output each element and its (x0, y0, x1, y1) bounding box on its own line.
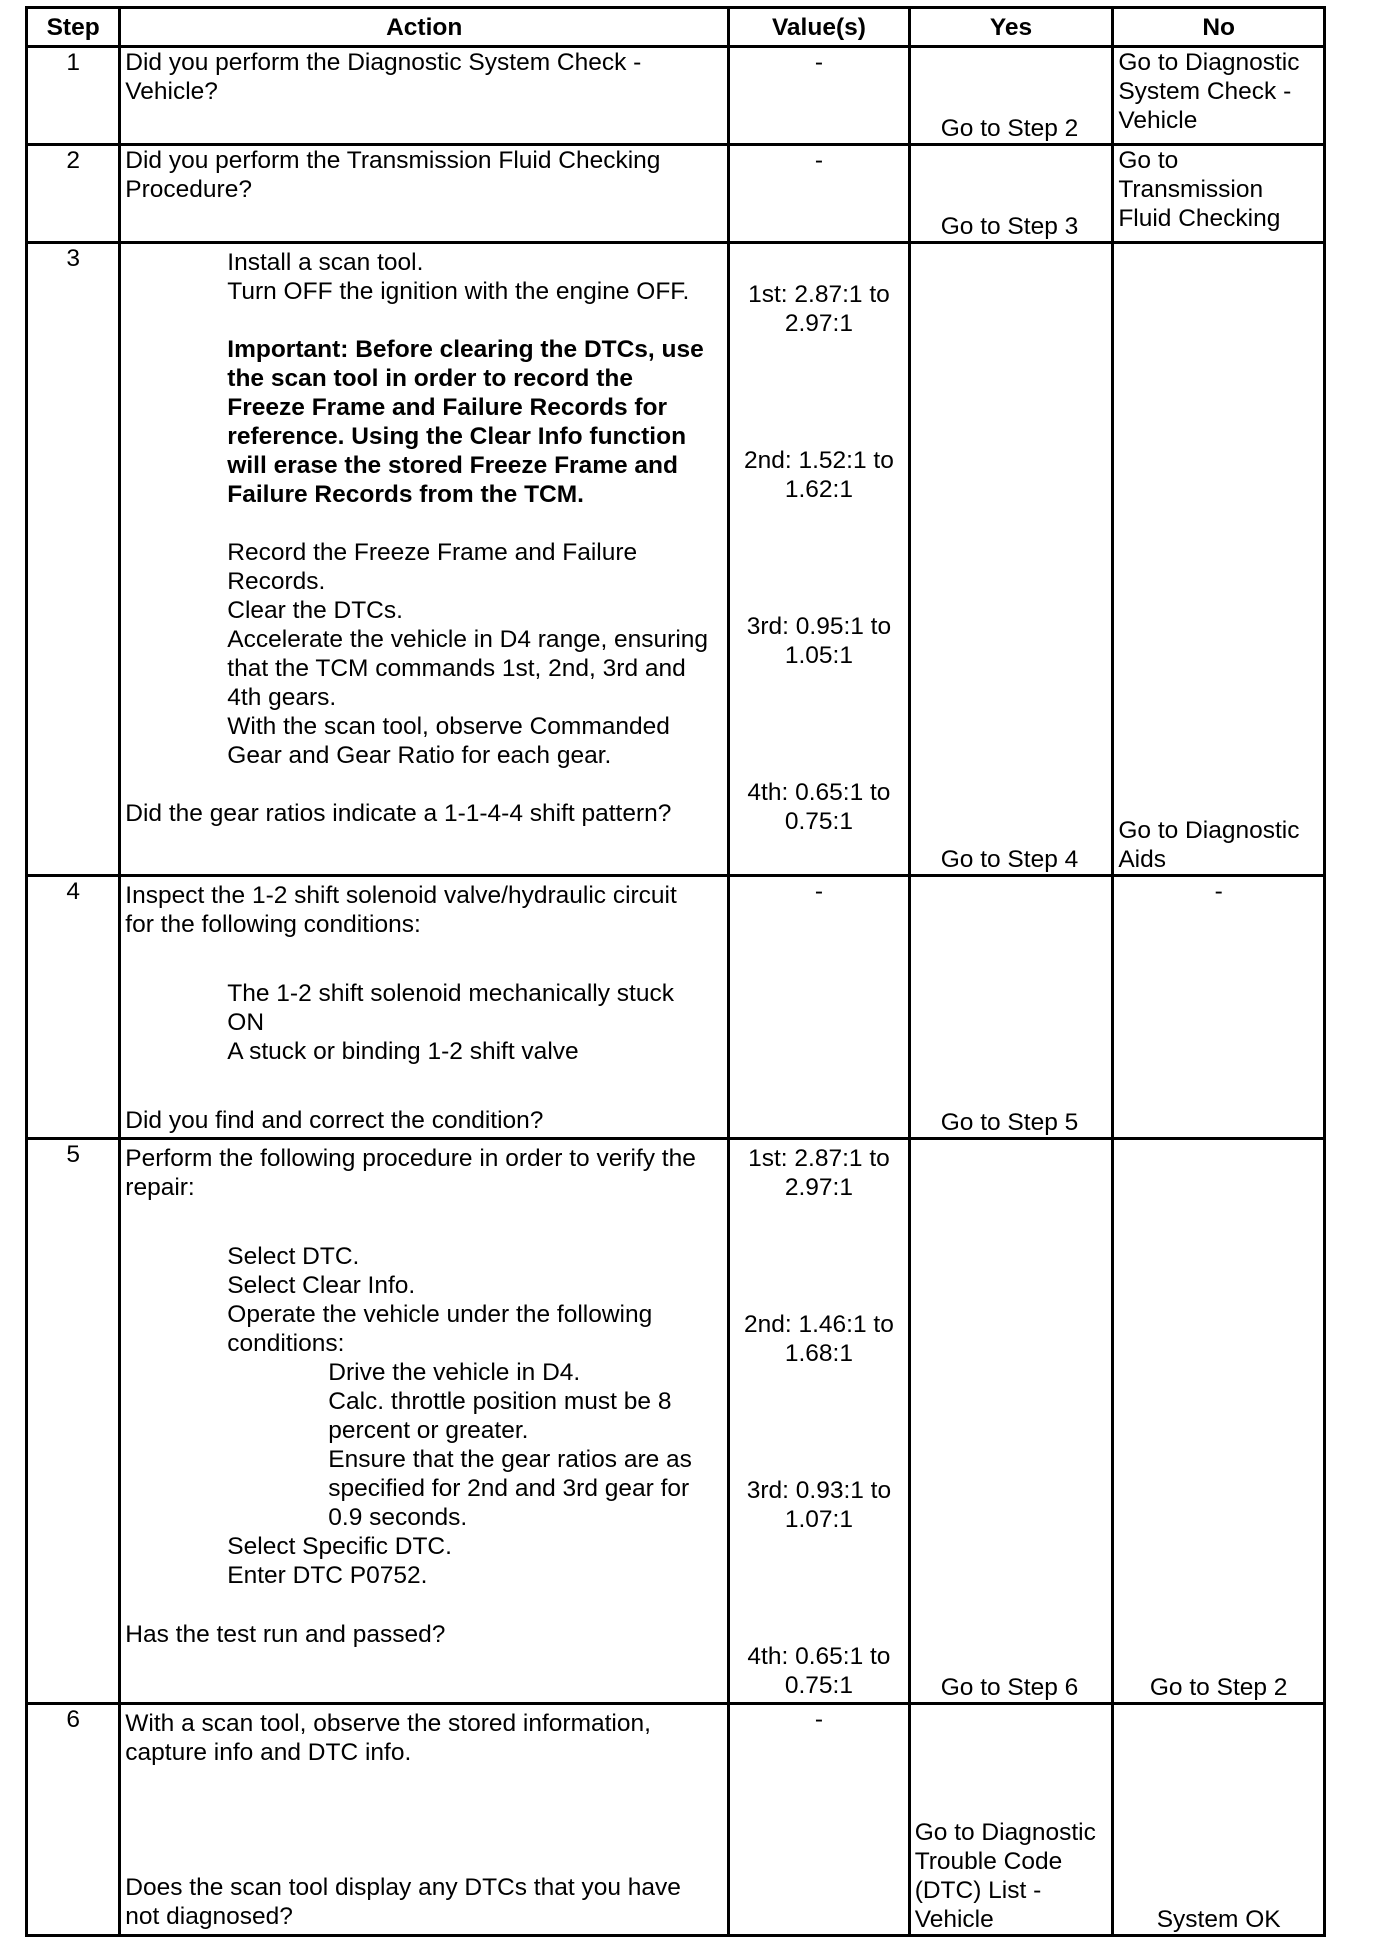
action-line: for the following conditions: (125, 911, 421, 938)
important-line: will erase the stored Freeze Frame and (227, 452, 678, 479)
procedure-line: Operate the vehicle under the following (227, 1301, 653, 1328)
action-line: With the scan tool, observe Commanded (227, 713, 670, 740)
table-row (27, 876, 1325, 1139)
action-line: Did you perform the Diagnostic System Check - (125, 49, 642, 76)
step-number: 2 (27, 145, 120, 243)
table-row (27, 243, 1325, 876)
action-cell (120, 47, 729, 145)
procedure-line: Select Clear Info. (227, 1272, 416, 1299)
no-link[interactable]: Go to Step 2 (1113, 1139, 1325, 1704)
important-line: Important: Before clearing the DTCs, use (227, 336, 704, 363)
action-line: 4th gears. (227, 684, 337, 711)
no-line: System Check - (1118, 78, 1292, 105)
table-row (27, 1704, 1325, 1936)
condition-line: Drive the vehicle in D4. (328, 1359, 581, 1386)
header-values: Value(s) (729, 8, 910, 47)
header-no: No (1113, 8, 1325, 47)
value-cell (729, 1139, 910, 1704)
no-line: Go to (1118, 147, 1179, 174)
value-line: 1.62:1 (784, 476, 853, 503)
action-line: Perform the following procedure in order to verify the (125, 1145, 696, 1172)
value-line: 0.75:1 (784, 808, 853, 835)
no-link[interactable] (1113, 47, 1325, 145)
value-cell: - (729, 145, 910, 243)
value-line: 2nd: 1.52:1 to (744, 447, 894, 474)
no-line: Go to Diagnostic (1118, 49, 1300, 76)
yes-link[interactable]: Go to Step 2 (909, 47, 1113, 145)
value-cell: - (729, 1704, 910, 1936)
no-line: Aids (1118, 846, 1166, 873)
action-line: Vehicle? (125, 78, 218, 105)
action-line: repair: (125, 1174, 195, 1201)
value-line: 2.97:1 (784, 310, 853, 337)
action-line: capture info and DTC info. (125, 1739, 412, 1766)
step-number: 4 (27, 876, 120, 1139)
table-row (27, 47, 1325, 145)
no-link[interactable] (1113, 243, 1325, 876)
yes-link[interactable]: Go to Step 5 (909, 876, 1113, 1139)
value-cell (729, 243, 910, 876)
value-line: 0.75:1 (784, 1672, 853, 1699)
step-number: 1 (27, 47, 120, 145)
action-line: Procedure? (125, 176, 252, 203)
condition-line: The 1-2 shift solenoid mechanically stuck (227, 980, 674, 1007)
yes-link[interactable]: Go to Step 6 (909, 1139, 1113, 1704)
action-line: Gear and Gear Ratio for each gear. (227, 742, 612, 769)
value-line: 1.07:1 (784, 1506, 853, 1533)
no-cell: System OK (1113, 1704, 1325, 1936)
yes-link[interactable]: Go to Step 4 (909, 243, 1113, 876)
condition-line: specified for 2nd and 3rd gear for (328, 1475, 690, 1502)
action-question: Has the test run and passed? (125, 1621, 446, 1648)
value-line: 1st: 2.87:1 to (748, 1145, 890, 1172)
step-number: 3 (27, 243, 120, 876)
action-question: Does the scan tool display any DTCs that you have (125, 1874, 681, 1901)
action-line: Turn OFF the ignition with the engine OFF. (227, 278, 690, 305)
value-line: 3rd: 0.95:1 to (746, 613, 892, 640)
value-line: 1.05:1 (784, 642, 853, 669)
step-number: 5 (27, 1139, 120, 1704)
no-line: Fluid Checking (1118, 205, 1281, 232)
table-row (27, 145, 1325, 243)
action-line: that the TCM commands 1st, 2nd, 3rd and (227, 655, 686, 682)
important-line: Failure Records from the TCM. (227, 481, 584, 508)
value-line: 4th: 0.65:1 to (747, 1643, 891, 1670)
action-line: Inspect the 1-2 shift solenoid valve/hydraulic circuit (125, 882, 677, 909)
value-line: 3rd: 0.93:1 to (746, 1477, 892, 1504)
value-cell: - (729, 876, 910, 1139)
action-question: not diagnosed? (125, 1903, 293, 1930)
important-line: Freeze Frame and Failure Records for (227, 394, 668, 421)
yes-line: (DTC) List - (914, 1877, 1042, 1904)
yes-line: Trouble Code (914, 1848, 1063, 1875)
action-line: Install a scan tool. (227, 249, 424, 276)
table-row (27, 1139, 1325, 1704)
condition-line: Ensure that the gear ratios are as (328, 1446, 692, 1473)
no-link[interactable] (1113, 145, 1325, 243)
condition-line: 0.9 seconds. (328, 1504, 468, 1531)
condition-line: ON (227, 1009, 265, 1036)
condition-line: percent or greater. (328, 1417, 529, 1444)
header-row (27, 8, 1325, 47)
yes-link[interactable]: Go to Step 3 (909, 145, 1113, 243)
header-yes: Yes (909, 8, 1113, 47)
value-line: 2.97:1 (784, 1174, 853, 1201)
procedure-line: Select Specific DTC. (227, 1533, 452, 1560)
diagnostic-table (25, 6, 1326, 1937)
action-line: Clear the DTCs. (227, 597, 403, 624)
action-question: Did the gear ratios indicate a 1-1-4-4 shift pattern? (125, 800, 672, 827)
action-cell (120, 1704, 729, 1936)
no-line: Go to Diagnostic (1118, 817, 1300, 844)
action-line: Records. (227, 568, 326, 595)
value-line: 1.68:1 (784, 1340, 853, 1367)
header-action: Action (120, 8, 729, 47)
action-cell (120, 1139, 729, 1704)
no-line: Transmission (1118, 176, 1264, 203)
condition-line: A stuck or binding 1-2 shift valve (227, 1038, 579, 1065)
important-line: reference. Using the Clear Info function (227, 423, 687, 450)
value-line: 2nd: 1.46:1 to (744, 1311, 894, 1338)
value-line: 1st: 2.87:1 to (748, 281, 890, 308)
action-line: Record the Freeze Frame and Failure (227, 539, 638, 566)
value-line: 4th: 0.65:1 to (747, 779, 891, 806)
procedure-line: Select DTC. (227, 1243, 360, 1270)
action-cell (120, 145, 729, 243)
important-note (227, 335, 723, 509)
header-step: Step (27, 8, 120, 47)
action-line: Did you perform the Transmission Fluid Checking (125, 147, 661, 174)
action-line: With a scan tool, observe the stored information, (125, 1710, 651, 1737)
action-cell (120, 876, 729, 1139)
important-line: the scan tool in order to record the (227, 365, 633, 392)
no-line: Vehicle (1118, 107, 1198, 134)
yes-link[interactable] (909, 1704, 1113, 1936)
condition-line: Calc. throttle position must be 8 (328, 1388, 672, 1415)
step-number: 6 (27, 1704, 120, 1936)
action-cell (120, 243, 729, 876)
yes-line: Go to Diagnostic (914, 1819, 1096, 1846)
no-cell: - (1113, 876, 1325, 1139)
procedure-line: Enter DTC P0752. (227, 1562, 428, 1589)
action-line: Accelerate the vehicle in D4 range, ensuring (227, 626, 709, 653)
procedure-line: conditions: (227, 1330, 345, 1357)
value-cell: - (729, 47, 910, 145)
action-question: Did you find and correct the condition? (125, 1107, 544, 1134)
yes-line: Vehicle (914, 1906, 994, 1933)
